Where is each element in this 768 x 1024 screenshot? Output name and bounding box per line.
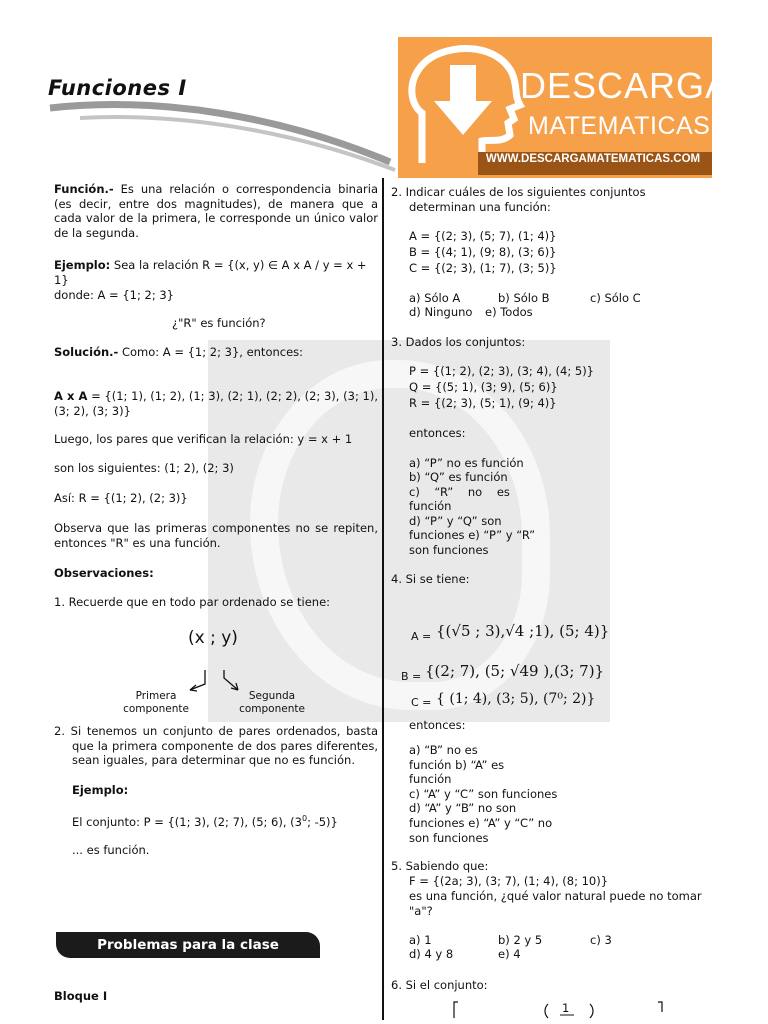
asi-text: Así: R = {(1; 2), (2; 3)} [54, 491, 188, 505]
ejemplo-label: Ejemplo: [54, 258, 111, 272]
p4-opt-5: d) “A” y “B” no son [409, 801, 517, 815]
p3-opt-5: d) “P” y “Q” son [409, 514, 502, 528]
observa-text: Observa que las primeras componentes no se repiten, entonces "R" es una función. [54, 521, 378, 550]
page-title: Funciones I [48, 76, 187, 100]
funcion-term: Función.- [54, 182, 114, 196]
obs1-text: 1. Recuerde que en todo par ordenado se tiene: [54, 595, 331, 609]
p4-opt-2: función b) “A” es [409, 758, 505, 772]
logo-word-descarga: DESCARGA [520, 65, 731, 106]
obs2-text: 2. Si tenemos un conjunto de pares ordenados, basta que la primera componente de dos pares diferentes, sean iguales, para determinar que no es función. [54, 724, 378, 767]
solucion-label: Solución.- [54, 345, 119, 359]
primera-label: Primera componente [123, 690, 189, 715]
obs2-conjunto [72, 812, 338, 829]
p4-opt-3: función [409, 772, 452, 786]
p5-question: es una función, ¿qué valor natural puede no tomar "a"? [409, 889, 702, 918]
p5-opt-c: c) 3 [590, 933, 612, 947]
axa-text: = {(1; 1), (1; 2), (1; 3), (2; 1), (2; 2), (2; 3), (3; 1), (3; 2), (3; 3)} [54, 389, 378, 418]
p3-set-r: R = {(2; 3), (5; 1), (9; 4)} [409, 396, 557, 410]
observaciones-heading: Observaciones: [54, 566, 154, 580]
p6-brackets [440, 1000, 680, 1024]
title-swoosh [40, 96, 400, 176]
p3-set-p: P = {(1; 2), (2; 3), (3; 4), (4; 5)} [409, 364, 594, 378]
p2-set-b: B = {(4; 1), (9; 8), (3; 6)} [409, 245, 557, 259]
obs2-es: ... es función. [72, 843, 150, 857]
column-divider [382, 178, 384, 1020]
p4-c-label: C = [411, 696, 432, 709]
p3-opt-7: son funciones [409, 543, 489, 557]
p3-opt-3: c) “R” no es [409, 485, 510, 499]
p2-opt-e: e) Todos [485, 305, 533, 319]
p3-set-q: Q = {(5; 1), (3; 9), (5; 6)} [409, 380, 558, 394]
solucion-block [54, 345, 304, 360]
p4-opt-4: c) “A” y “C” son funciones [409, 787, 558, 801]
pair-notation: (x ; y) [188, 628, 238, 648]
logo [398, 37, 731, 178]
p2-set-c: C = {(2; 3), (1; 7), (3; 5)} [409, 261, 557, 275]
p6-fraction-numerator: 1 [562, 1001, 570, 1015]
p2-opt-d: d) Ninguno [409, 305, 473, 319]
p2-set-a: A = {(2; 3), (5; 7), (1; 4)} [409, 229, 557, 243]
axa-block [54, 389, 378, 418]
ejemplo-block [54, 258, 378, 287]
p2-opt-c: c) Sólo C [590, 291, 641, 305]
p3-opt-1: a) “P” no es función [409, 456, 524, 470]
obs2-ejemplo: Ejemplo: [72, 783, 129, 797]
p4-opt-1: a) “B” no es [409, 743, 478, 757]
p4-b-set: {(2; 7), (5; √49 ),(3; 7)} [425, 662, 605, 680]
p5-opt-d: d) 4 y 8 [409, 947, 454, 961]
section-banner: Problemas para la clase [56, 932, 320, 958]
bloque-heading: Bloque I [54, 989, 108, 1003]
p6-text: 6. Si el conjunto: [391, 978, 488, 992]
p5-f: F = {(2a; 3), (3; 7), (1; 4), (8; 10)} [409, 874, 609, 888]
solucion-text: Como: A = {1; 2; 3}, entonces: [118, 345, 304, 359]
p2-opt-a: a) Sólo A [409, 291, 461, 305]
p4-a-set: {(√5 ; 3),√4 ;1), (5; 4)} [436, 622, 610, 640]
p2-text: 2. Indicar cuáles de los siguientes conjuntos determinan una función: [391, 185, 646, 214]
p3-opt-2: b) “Q” es función [409, 470, 508, 484]
p4-opt-6: funciones e) “A” y “C” no [409, 816, 553, 830]
p2-opt-b: b) Sólo B [498, 291, 550, 305]
p4-b-label: B = [401, 670, 422, 683]
son-text: son los siguientes: (1; 2), (2; 3) [54, 461, 234, 475]
p4-a-label: A = [411, 630, 432, 643]
p3-opt-4: función [409, 499, 452, 513]
donde-text: donde: A = {1; 2; 3} [54, 288, 174, 302]
p5-opt-e: e) 4 [498, 947, 521, 961]
p5-text: 5. Sabiendo que: [391, 859, 489, 873]
p5-opt-a: a) 1 [409, 933, 432, 947]
obs2-conjunto-a: El conjunto: P = {(1; 3), (2; 7), (5; 6), (3 [72, 814, 302, 829]
funcion-def: Es una relación o correspondencia binaria (es decir, entre dos magnitudes), de manera que a cada valor de la primera, le corresponde un único valor de la segunda. [54, 182, 378, 240]
ejemplo-text: Sea la relación R = {(x, y) ∈ A x A / y = x + 1} [54, 258, 367, 287]
p4-entonces: entonces: [409, 718, 466, 732]
p3-entonces: entonces: [409, 426, 466, 440]
p4-c-set: { (1; 4), (3; 5), (7⁰; 2)} [436, 691, 596, 707]
luego-text: Luego, los pares que verifican la relación: y = x + 1 [54, 432, 353, 446]
segunda-label: Segunda componente [239, 690, 305, 715]
p3-text: 3. Dados los conjuntos: [391, 335, 526, 349]
p4-text: 4. Si se tiene: [391, 572, 470, 586]
p5-opt-b: b) 2 y 5 [498, 933, 543, 947]
question-text: ¿"R" es función? [172, 316, 266, 330]
logo-word-matematicas: MATEMATICAS [528, 112, 711, 140]
funcion-definition [54, 182, 378, 240]
logo-url: WWW.DESCARGAMATEMATICAS.COM [485, 153, 701, 165]
axa-label: A x A [54, 389, 88, 403]
obs2-sup: 0 [301, 814, 308, 823]
obs2-conjunto-b: ; -5)} [307, 814, 338, 829]
p4-opt-7: son funciones [409, 831, 489, 845]
p3-opt-6: funciones e) “P” y “R” [409, 528, 536, 542]
